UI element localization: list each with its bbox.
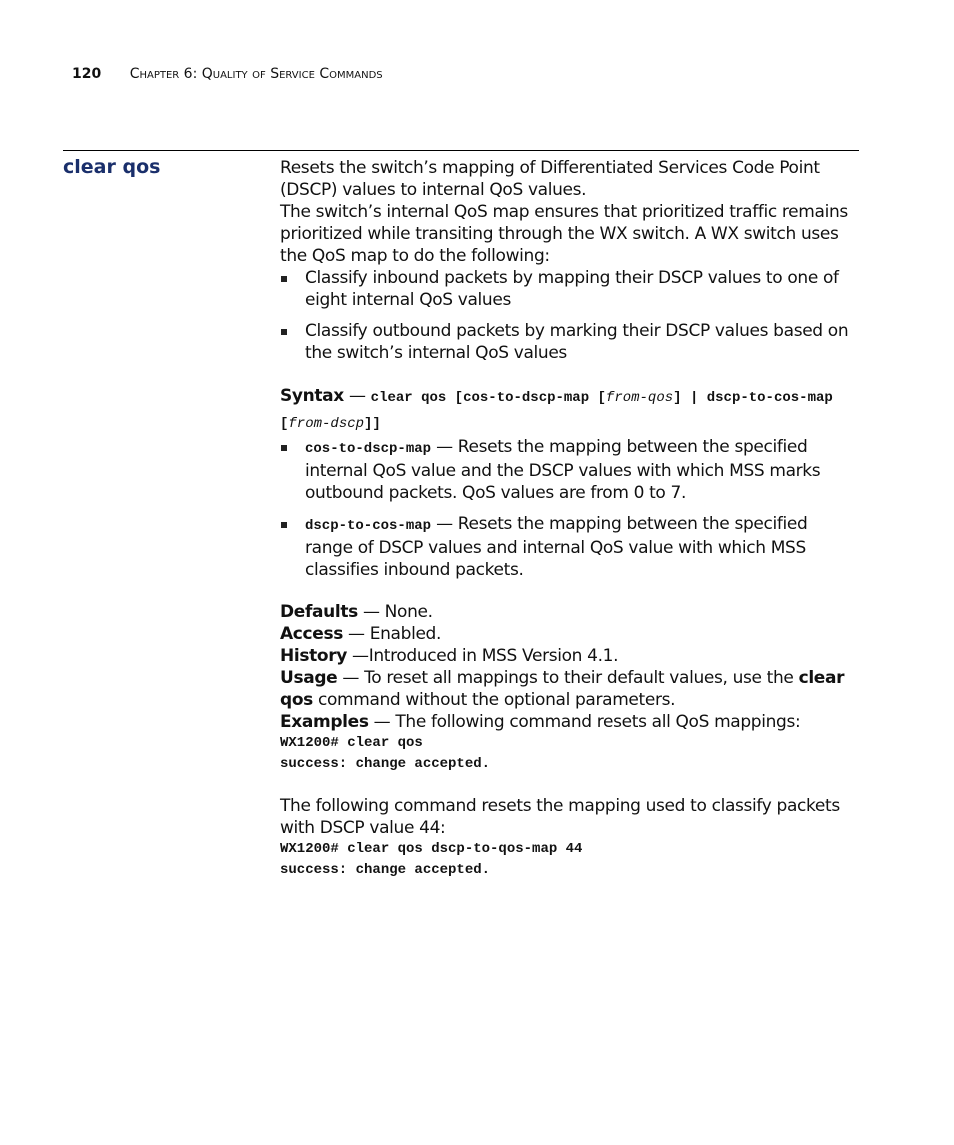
list-item: Classify outbound packets by marking their DSCP values based on the switch’s internal QoS values [280, 320, 858, 364]
syntax-label: Syntax [280, 386, 344, 406]
page-number: 120 [72, 66, 102, 82]
syntax-arg-from-dscp: from-dscp [288, 416, 365, 432]
bullet-icon [281, 276, 287, 282]
section-divider [63, 150, 859, 151]
syntax-arg-from-qos: from-qos [605, 390, 674, 406]
command-title: clear qos [63, 156, 161, 178]
defaults-line: Defaults — None. [280, 602, 433, 622]
qos-map-paragraph: The switch’s internal QoS map ensures that prioritized traffic remains prioritized while transiting through the WX switch. A WX switch uses the QoS map to do the following: [280, 202, 848, 266]
intro-paragraph: Resets the switch’s mapping of Differentiated Services Code Point (DSCP) values to internal QoS values. [280, 158, 820, 200]
function-list [280, 267, 858, 364]
code-example-2: WX1200# clear qos dscp-to-qos-map 44 success: change accepted. [280, 841, 583, 878]
list-item: Classify inbound packets by mapping their DSCP values to one of eight internal QoS values [280, 267, 858, 311]
parameter-list [280, 436, 858, 581]
chapter-title: Chapter 6: Quality of Service Commands [129, 66, 383, 82]
param-name: dscp-to-cos-map [305, 518, 432, 534]
usage-paragraph: Usage — To reset all mappings to their default values, use the clear qos command without the optional parameters. [280, 668, 845, 710]
list-item: dscp-to-cos-map — Resets the mapping between the specified range of DSCP values and internal QoS value with which MSS classifies inbound packets. [280, 513, 858, 581]
param-name: cos-to-dscp-map [305, 441, 432, 457]
bullet-icon [281, 445, 287, 451]
command-description [280, 157, 858, 901]
running-header [72, 66, 383, 82]
examples-paragraph: Examples — The following command resets all QoS mappings: [280, 712, 801, 732]
history-line: History —Introduced in MSS Version 4.1. [280, 646, 619, 666]
access-line: Access — Enabled. [280, 624, 442, 644]
bullet-icon [281, 522, 287, 528]
example-2-paragraph: The following command resets the mapping used to classify packets with DSCP value 44: [280, 796, 840, 838]
bullet-icon [281, 329, 287, 335]
code-example-1: WX1200# clear qos success: change accepted. [280, 735, 491, 772]
list-item: cos-to-dscp-map — Resets the mapping between the specified internal QoS value and the DSCP values with which MSS marks outbound packets. QoS values are from 0 to 7. [280, 436, 858, 504]
syntax-line: Syntax — clear qos [cos-to-dscp-map [from-qos] | dscp-to-cos-map [from-dscp]] [280, 386, 833, 432]
